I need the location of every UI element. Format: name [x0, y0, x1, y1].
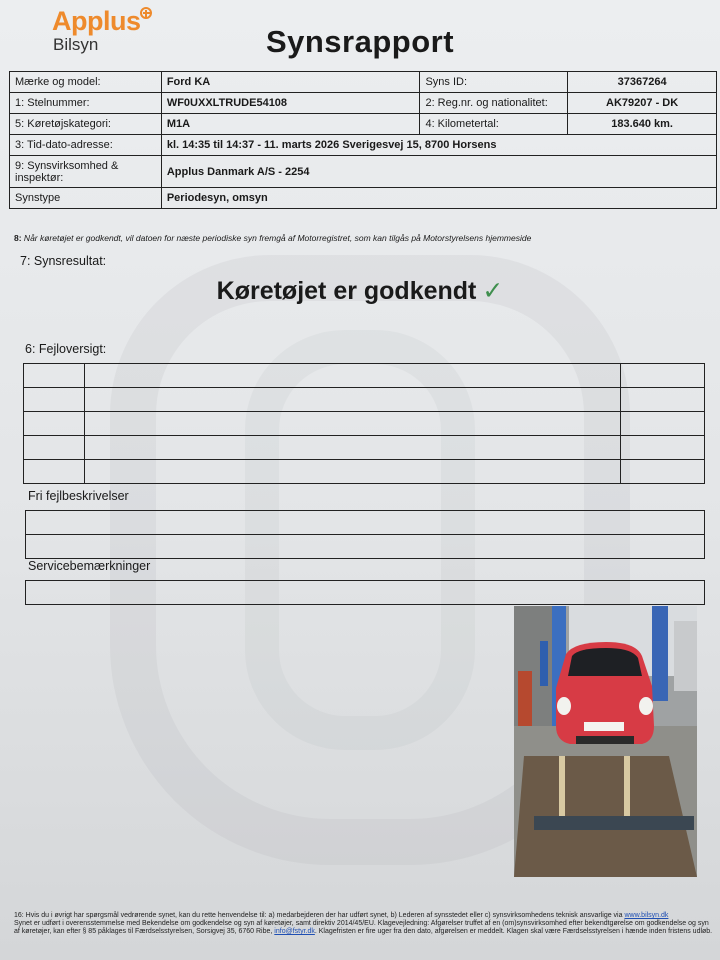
- footnote-text: Når køretøjet er godkendt, vil datoen for næste periodiske syn fremgå af Motorregistret, som kan tilgås på Motorstyrelsens hjemmeside: [21, 233, 532, 243]
- bilsyn-link[interactable]: www.bilsyn.dk: [624, 912, 669, 919]
- footnote-number: 8:: [14, 233, 22, 243]
- table-row: [24, 436, 705, 460]
- defects-table: [23, 363, 705, 484]
- result-text-wrap: [0, 276, 720, 306]
- vin-value: WF0UXXLTRUDE54108: [161, 93, 420, 114]
- table-row: [10, 93, 717, 114]
- type-value: Periodesyn, omsyn: [161, 188, 716, 209]
- check-icon: ✓: [482, 277, 504, 305]
- table-row: [24, 460, 705, 484]
- info-table: [9, 71, 717, 209]
- table-row: [10, 114, 717, 135]
- table-row: [24, 412, 705, 436]
- service-label: Servicebemærkninger: [28, 559, 151, 573]
- footer-text: [14, 912, 714, 936]
- table-row: [10, 72, 717, 93]
- table-row: [10, 156, 717, 188]
- service-table: [25, 580, 705, 605]
- table-row: [26, 535, 705, 559]
- result-label: 7: Synsresultat:: [20, 254, 107, 268]
- email-link[interactable]: info@fstyr.dk: [274, 928, 315, 935]
- cat-value: M1A: [161, 114, 420, 135]
- vin-label: 1: Stelnummer:: [10, 93, 162, 114]
- table-row: [26, 511, 705, 535]
- inspector-label: 9: Synsvirksomhed & inspektør:: [10, 156, 162, 188]
- table-row: [26, 581, 705, 605]
- table-row: [10, 135, 717, 156]
- footer-paragraph-1: 16: Hvis du i øvrigt har spørgsmål vedrørende synet, kan du rette henvendelse til: a) medarbejderen der har udført synet, b) Lederen af synsstedet eller c) synsvirksomhedens teknisk ansvarlige via www.bilsyn.dk: [14, 912, 669, 919]
- free-description-table: [25, 510, 705, 559]
- result-text: Køretøjet er godkendt: [216, 277, 477, 305]
- id-value: 37367264: [568, 72, 717, 93]
- table-row: [10, 188, 717, 209]
- time-value: kl. 14:35 til 14:37 - 11. marts 2026 Sverigesvej 15, 8700 Horsens: [161, 135, 716, 156]
- time-label: 3: Tid-dato-adresse:: [10, 135, 162, 156]
- vehicle-photo: [514, 606, 697, 877]
- page-title: Synsrapport: [265, 24, 455, 59]
- km-value: 183.640 km.: [568, 114, 717, 135]
- id-label: Syns ID:: [420, 72, 568, 93]
- reg-label: 2: Reg.nr. og nationalitet:: [420, 93, 568, 114]
- inspector-value: Applus Danmark A/S - 2254: [161, 156, 716, 188]
- footnote-8: [14, 233, 531, 243]
- plus-icon: [140, 7, 152, 19]
- km-label: 4: Kilometertal:: [420, 114, 568, 135]
- logo-brand: Applus: [52, 6, 141, 36]
- reg-value: AK79207 - DK: [568, 93, 717, 114]
- table-row: [24, 364, 705, 388]
- free-description-label: Fri fejlbeskrivelser: [28, 489, 129, 503]
- make-value: Ford KA: [161, 72, 420, 93]
- make-label: Mærke og model:: [10, 72, 162, 93]
- cat-label: 5: Køretøjskategori:: [10, 114, 162, 135]
- defects-label: 6: Fejloversigt:: [25, 342, 107, 356]
- type-label: Synstype: [10, 188, 162, 209]
- table-row: [24, 388, 705, 412]
- footer-paragraph-2: Synet er udført i overensstemmelse med Bekendelse om godkendelse og syn af køretøjer, samt direktiv 2014/45/EU. Klagevejledning: Afgørelser truffet af en (om)synsvirksomhed efter bekendtgørelse om godkendelse og syn af køretøjer, kan efter § 85 påklages til Færdselsstyrelsen, Sorsigvej 35, 6760 Ribe, info@fstyr.dk. Klagefristen er fire uger fra den dato, afgørelsen er meddelt. Klagen skal være Færdselsstyrelsen i hænde inden fristens udløb.: [14, 920, 713, 935]
- logo-sub: Bilsyn: [53, 35, 99, 54]
